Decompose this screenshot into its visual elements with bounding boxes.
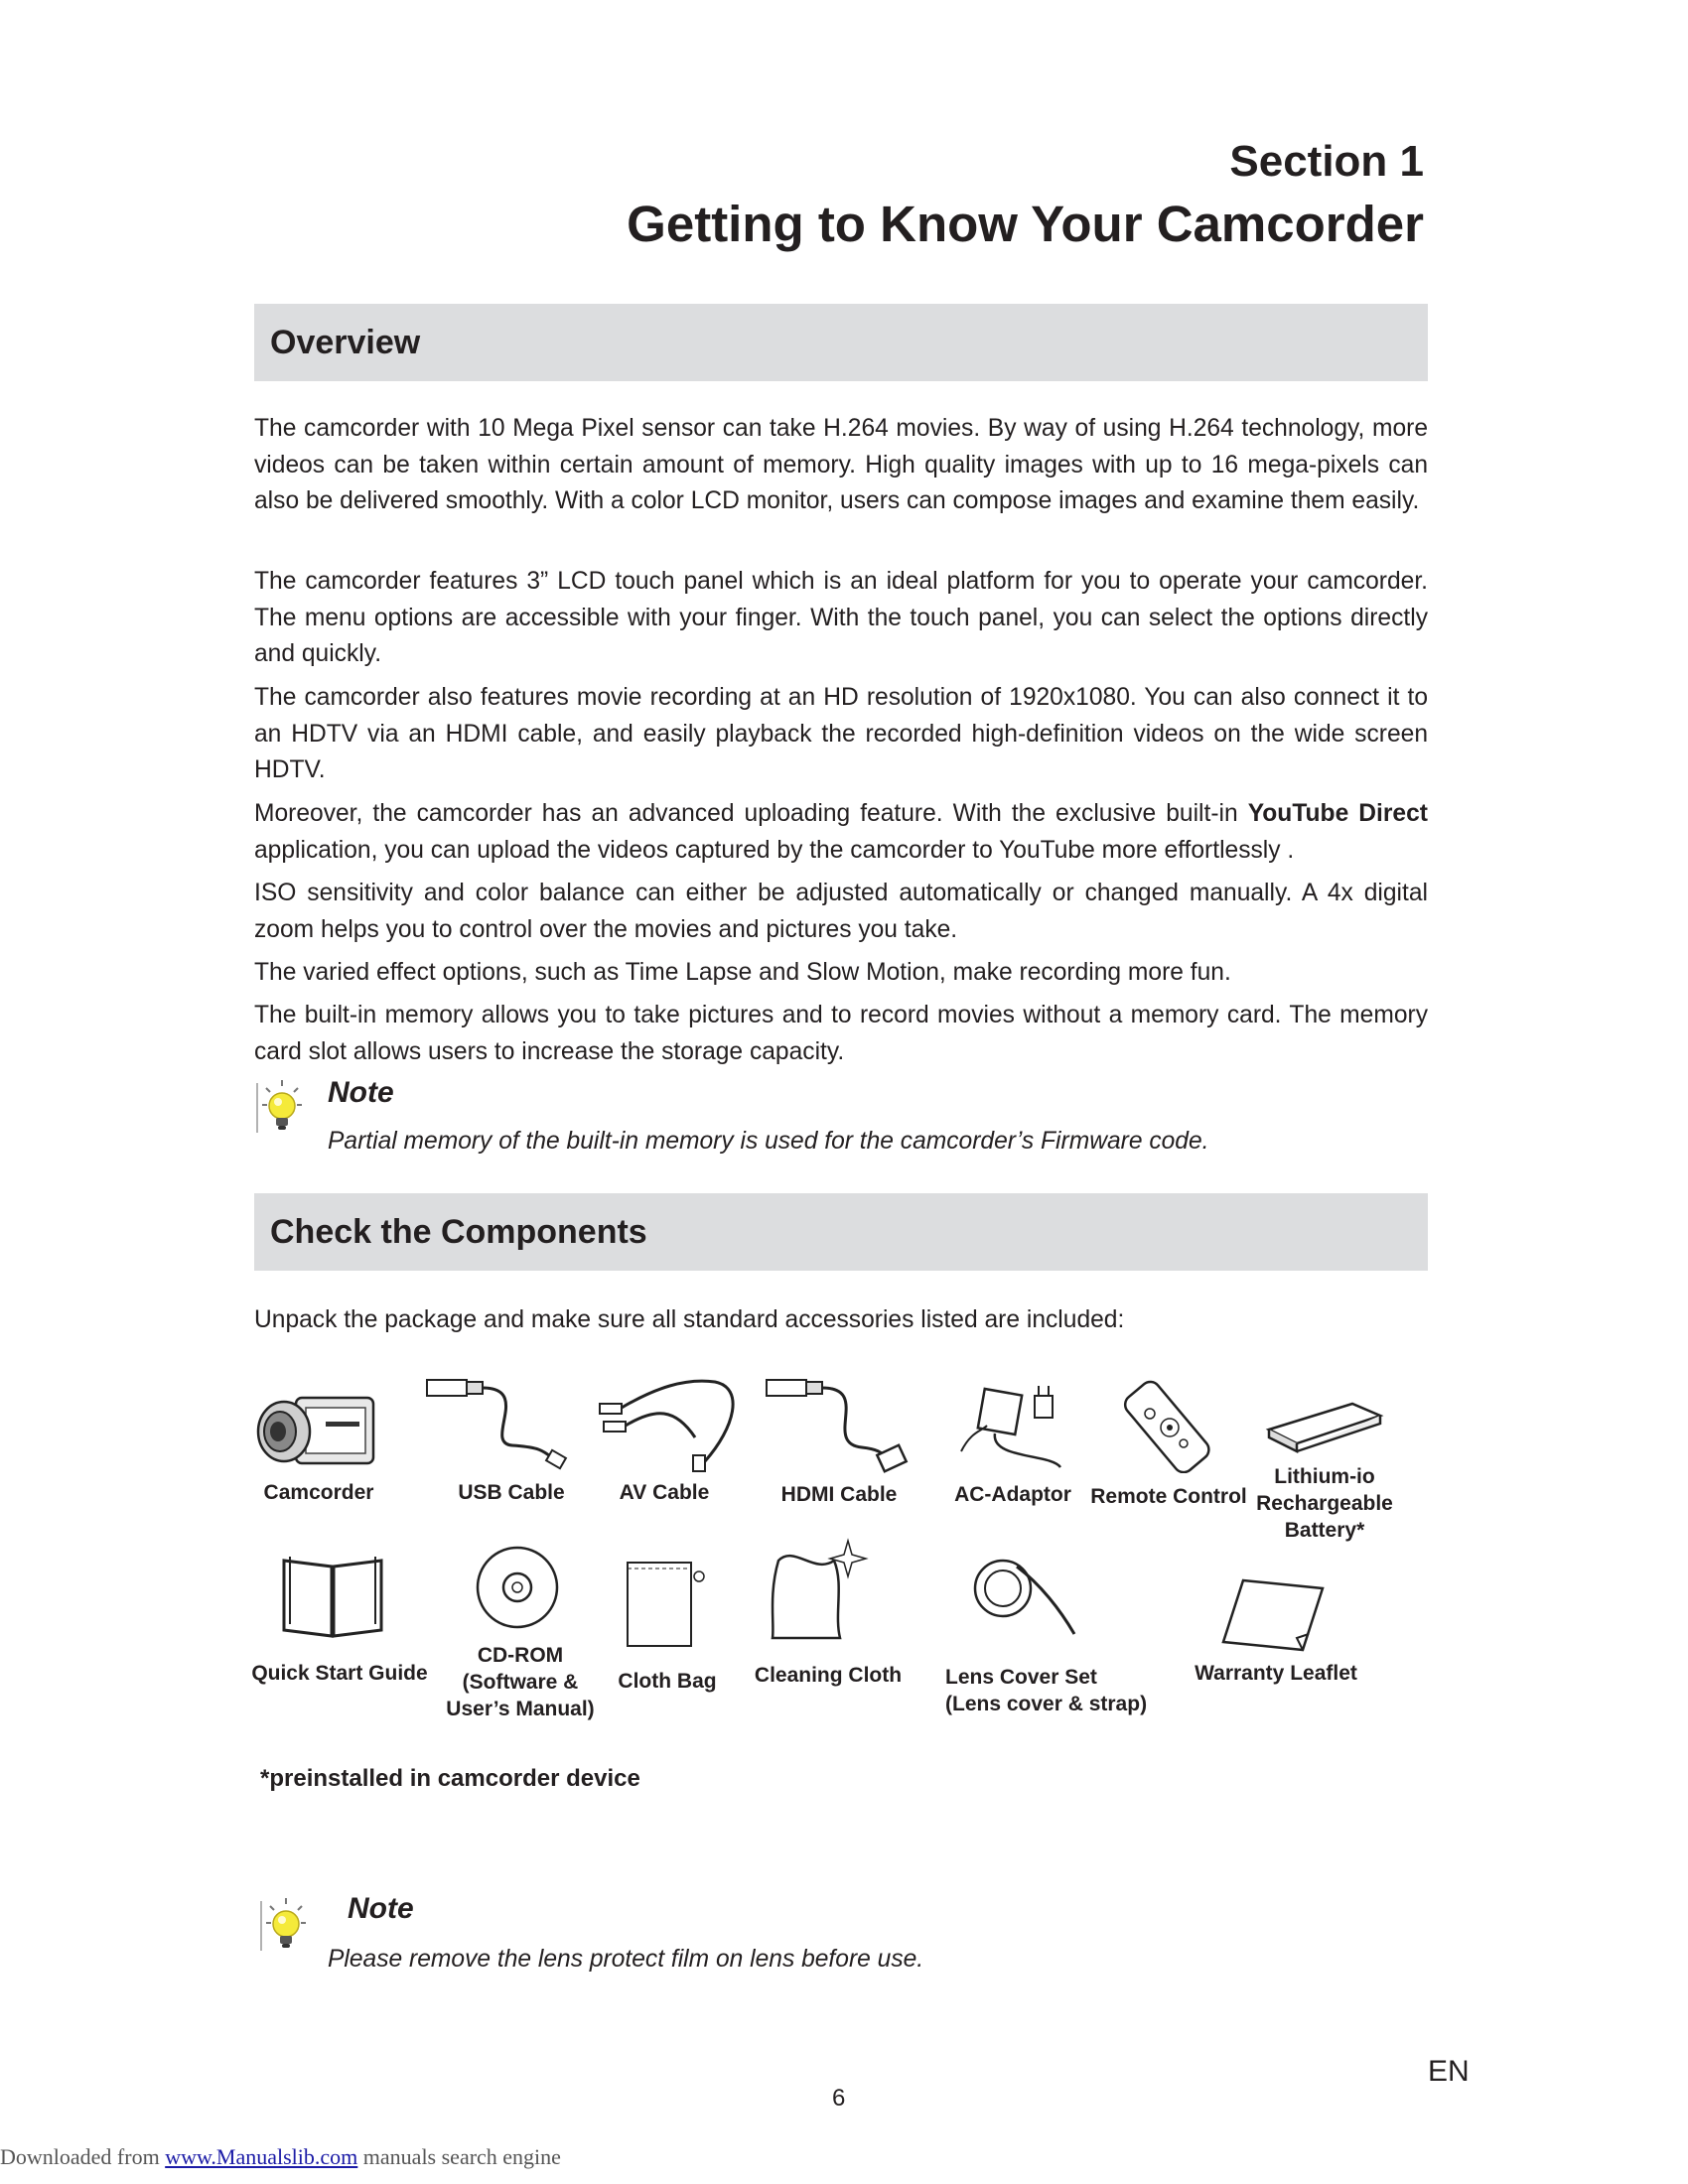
preinstalled-footnote: *preinstalled in camcorder device	[260, 1765, 640, 1792]
lightbulb-icon	[254, 1078, 308, 1138]
page-number: 6	[832, 2085, 846, 2112]
label-av-cable: AV Cable	[619, 1481, 710, 1504]
ac-adaptor-image	[951, 1382, 1070, 1469]
download-footer	[0, 2144, 561, 2170]
overview-paragraph-1: The camcorder with 10 Mega Pixel sensor can take H.264 movies. By way of using H.264 technology, more videos can be taken within certain amount of memory. High quality images with up to 16 mega-pixels can also be delivered smoothly. With a color LCD monitor, users can compose images and examine them easily.	[254, 415, 1428, 514]
section-title: Getting to Know Your Camcorder	[627, 196, 1424, 252]
label-usb-cable: USB Cable	[458, 1481, 565, 1504]
note-heading-2: Note	[348, 1892, 414, 1925]
cleaning-cloth-image	[765, 1535, 874, 1644]
lightbulb-icon	[258, 1896, 312, 1956]
components-heading: Check the Components	[270, 1213, 647, 1251]
battery-image	[1263, 1394, 1386, 1455]
label-cloth-bag: Cloth Bag	[618, 1670, 717, 1693]
label-lens-cover-set: Lens Cover Set (Lens cover & strap)	[945, 1666, 1148, 1715]
note-heading: Note	[328, 1076, 394, 1109]
youtube-para-before: Moreover, the camcorder has an advanced uploading feature. With the exclusive built-in	[254, 800, 1248, 827]
quick-start-guide-image	[278, 1551, 387, 1638]
note-text-2: Please remove the lens protect film on lens before use.	[328, 1946, 924, 1973]
manualslib-link[interactable]: www.Manualslib.com	[165, 2144, 358, 2169]
overview-heading-bar	[254, 304, 1428, 381]
lens-cover-set-image	[971, 1555, 1082, 1638]
warranty-leaflet-image	[1219, 1574, 1325, 1654]
components-intro: Unpack the package and make sure all standard accessories listed are included:	[254, 1306, 1125, 1333]
overview-paragraph-3: The camcorder also features movie recording at an HD resolution of 1920x1080. You can also connect it to an HDTV via an HDMI cable, and easily playback the recorded high-definition videos on the wide screen HDTV.	[254, 684, 1428, 783]
overview-paragraph-5: The varied effect options, such as Time Lapse and Slow Motion, make recording more fun.	[254, 959, 1231, 986]
av-cable-image	[596, 1368, 747, 1479]
remote-control-image	[1118, 1378, 1221, 1473]
label-battery: Lithium-io Rechargeable Battery*	[1256, 1465, 1393, 1542]
language-marker: EN	[1428, 2055, 1470, 2088]
overview-paragraph-4: ISO sensitivity and color balance can either be adjusted automatically or changed manually. A 4x digital zoom helps you to control over the movies and pictures you take.	[254, 880, 1428, 943]
camcorder-image	[256, 1388, 377, 1477]
cd-rom-image	[475, 1545, 560, 1630]
label-warranty-leaflet: Warranty Leaflet	[1195, 1662, 1357, 1685]
label-remote-control: Remote Control	[1090, 1485, 1247, 1508]
youtube-para-after: application, you can upload the videos captured by the camcorder to YouTube more effortlessly .	[254, 836, 1295, 864]
footer-prefix: Downloaded from	[0, 2144, 166, 2169]
hdmi-cable-image	[763, 1374, 912, 1475]
overview-paragraph-2: The camcorder features 3” LCD touch panel which is an ideal platform for you to operate your camcorder. The menu options are accessible with your finger. With the touch panel, you can select the options directly and quickly.	[254, 568, 1428, 667]
label-ac-adaptor: AC-Adaptor	[954, 1483, 1071, 1506]
label-cd-rom: CD-ROM (Software & User’s Manual)	[446, 1644, 595, 1720]
overview-paragraph-6: The built-in memory allows you to take pictures and to record movies without a memory card. The memory card slot allows users to increase the storage capacity.	[254, 1002, 1428, 1065]
components-heading-bar	[254, 1193, 1428, 1271]
overview-paragraph-youtube	[254, 796, 1428, 869]
cloth-bag-image	[620, 1555, 711, 1650]
youtube-direct-bold: YouTube Direct	[1247, 800, 1428, 827]
label-cleaning-cloth: Cleaning Cloth	[754, 1664, 903, 1687]
label-hdmi-cable: HDMI Cable	[780, 1483, 898, 1506]
note-text: Partial memory of the built-in memory is used for the camcorder’s Firmware code.	[328, 1128, 1209, 1155]
footer-suffix: manuals search engine	[357, 2144, 561, 2169]
label-quick-start-guide: Quick Start Guide	[251, 1662, 428, 1685]
usb-cable-image	[423, 1374, 572, 1473]
label-camcorder: Camcorder	[263, 1481, 374, 1504]
overview-heading: Overview	[270, 324, 421, 361]
section-number: Section 1	[1229, 137, 1424, 186]
